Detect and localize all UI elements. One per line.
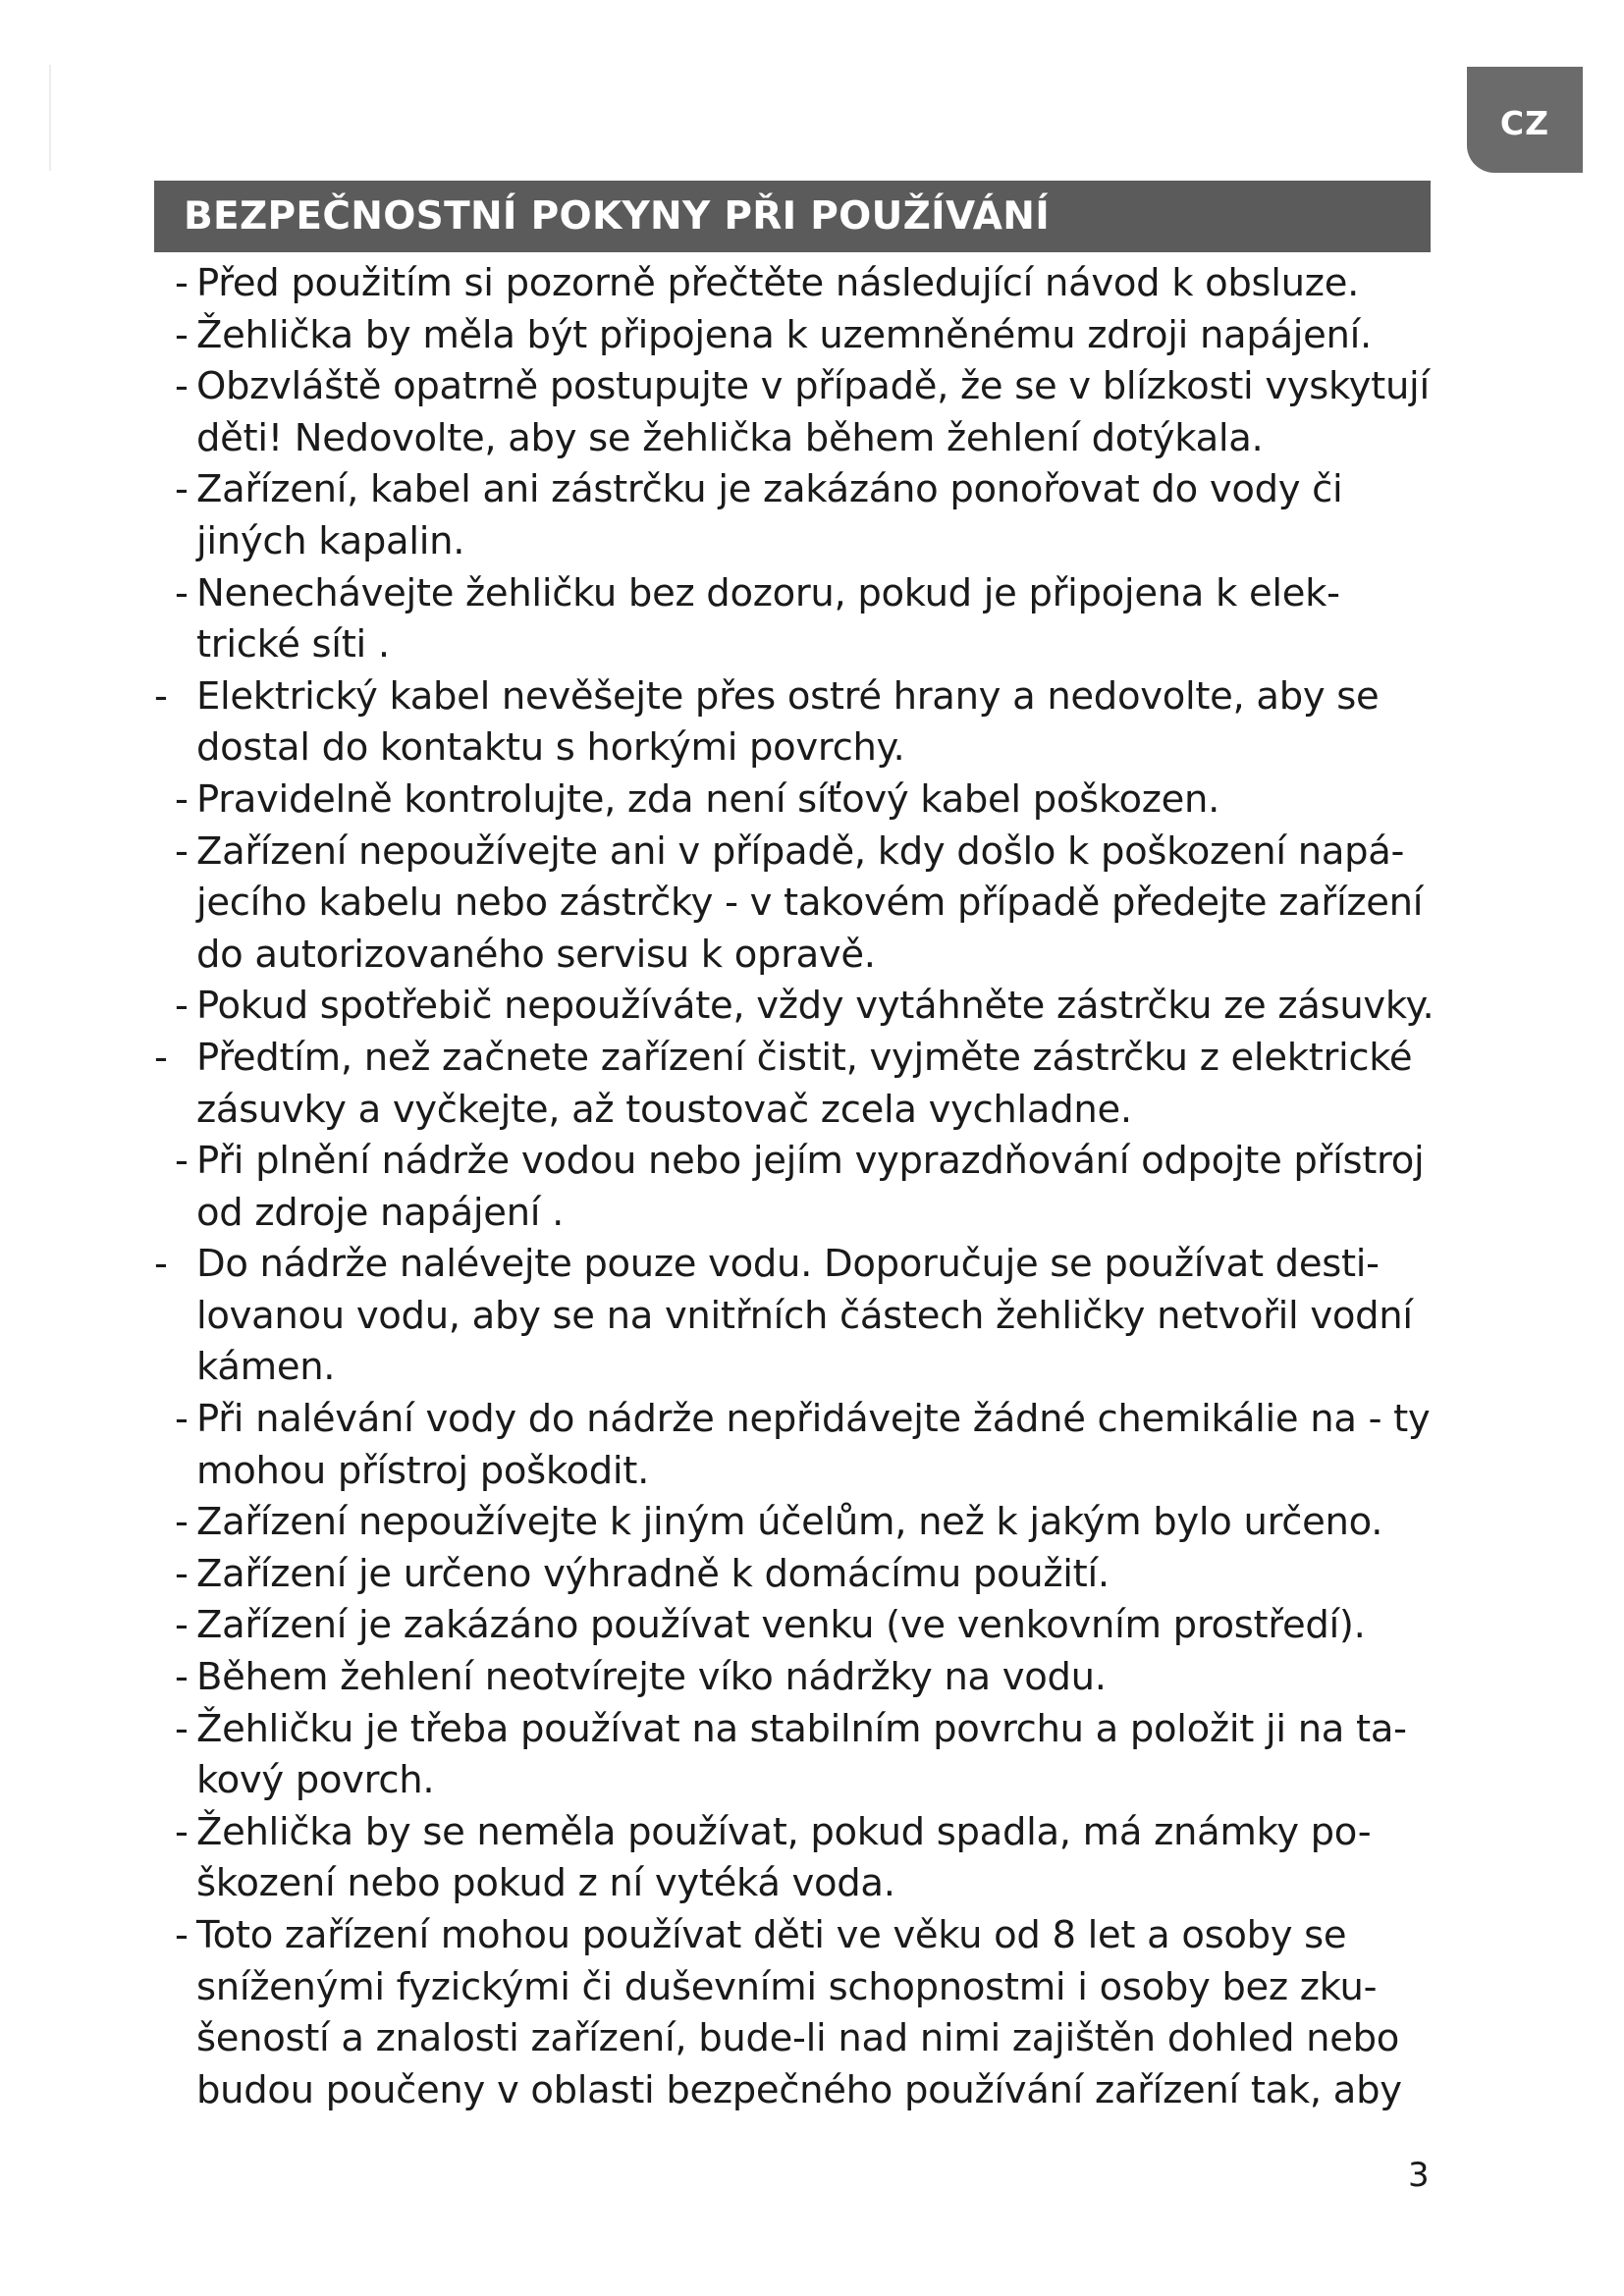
bullet-dash: - [175, 1397, 189, 1442]
rule-text-line: děti! Nedovolte, aby se žehlička během žehlení dotýkala. [196, 415, 1264, 460]
safety-rule [0, 1910, 1458, 2116]
rule-text-line: Žehličku je třeba používat na stabilním povrchu a položit ji na ta- [196, 1706, 1407, 1751]
safety-rule [0, 361, 1458, 464]
page-number: 3 [1408, 2156, 1430, 2195]
bullet-dash: - [175, 1706, 189, 1751]
rule-text-line: Zařízení je určeno výhradně k domácímu použití. [196, 1551, 1110, 1596]
safety-rule [0, 258, 1458, 310]
safety-rule [0, 1652, 1458, 1704]
bullet-dash: - [175, 828, 189, 874]
safety-rule [0, 1704, 1458, 1807]
safety-rules-list [0, 258, 1624, 2116]
safety-rule [0, 1394, 1458, 1497]
rule-text-line: Žehlička by měla být připojena k uzemněnému zdroji napájení. [196, 312, 1372, 357]
language-tab: CZ [1467, 67, 1583, 173]
rule-text-line: sníženými fyzickými či duševními schopnostmi i osoby bez zku- [196, 1964, 1378, 2009]
rule-text-line: Při nalévání vody do nádrže nepřidávejte žádné chemikálie na - ty [196, 1397, 1431, 1442]
rule-text-line: kámen. [196, 1345, 336, 1390]
safety-rule [0, 1239, 1458, 1394]
margin-rule [49, 65, 51, 171]
bullet-dash: - [175, 776, 189, 822]
rule-text-line: lovanou vodu, aby se na vnitřních částech žehličky netvořil vodní [196, 1293, 1413, 1338]
rule-text-line: jiných kapalin. [196, 518, 465, 563]
bullet-dash: - [175, 570, 189, 615]
safety-rule [0, 1033, 1458, 1136]
rule-text-line: šeností a znalosti zařízení, bude-li nad nimi zajištěn dohled nebo [196, 2016, 1400, 2061]
rule-text-line: Zařízení nepoužívejte k jiným účelům, než k jakým bylo určeno. [196, 1500, 1383, 1545]
rule-text-line: budou poučeny v oblasti bezpečného používání zařízení tak, aby [196, 2067, 1402, 2112]
rule-text-line: Do nádrže nalévejte pouze vodu. Doporučuje se používat desti- [196, 1242, 1380, 1287]
bullet-dash: - [175, 261, 189, 305]
rule-text-line: Zařízení, kabel ani zástrčku je zakázáno ponořovat do vody či [196, 467, 1343, 512]
rule-text-line: Před použitím si pozorně přečtěte následující návod k obsluze. [196, 261, 1360, 305]
rule-text-line: Předtím, než začnete zařízení čistit, vyjměte zástrčku z elektrické [196, 1035, 1413, 1080]
bullet-dash: - [175, 1655, 189, 1700]
bullet-dash: - [175, 1551, 189, 1596]
rule-text-line: Zařízení nepoužívejte ani v případě, kdy došlo k poškození napá- [196, 828, 1405, 874]
rule-text-line: Při plnění nádrže vodou nebo jejím vyprazdňování odpojte přístroj [196, 1139, 1425, 1184]
rule-text-line: do autorizovaného servisu k opravě. [196, 932, 876, 977]
safety-rule [0, 1600, 1458, 1652]
bullet-dash: - [175, 364, 189, 409]
bullet-dash: - [175, 1603, 189, 1648]
bullet-dash: - [154, 673, 168, 719]
rule-text-line: trické síti . [196, 622, 390, 667]
safety-rule [0, 1136, 1458, 1239]
rule-text-line: Pravidelně kontrolujte, zda není síťový kabel poškozen. [196, 776, 1220, 822]
rule-text-line: Žehlička by se neměla používat, pokud spadla, má známky po- [196, 1809, 1372, 1854]
safety-rule [0, 464, 1458, 567]
bullet-dash: - [175, 312, 189, 357]
bullet-dash: - [154, 1242, 168, 1287]
rule-text-line: Elektrický kabel nevěšejte přes ostré hrany a nedovolte, aby se [196, 673, 1380, 719]
safety-rule [0, 981, 1458, 1033]
rule-text-line: Zařízení je zakázáno používat venku (ve venkovním prostředí). [196, 1603, 1366, 1648]
rule-text-line: Nenechávejte žehličku bez dozoru, pokud je připojena k elek- [196, 570, 1340, 615]
bullet-dash: - [175, 1809, 189, 1854]
safety-rule [0, 1807, 1458, 1910]
rule-text-line: škození nebo pokud z ní vytéká voda. [196, 1861, 895, 1906]
rule-text-line: Pokud spotřebič nepoužíváte, vždy vytáhněte zástrčku ze zásuvky. [196, 984, 1435, 1029]
bullet-dash: - [175, 467, 189, 512]
rule-text-line: Obzvláště opatrně postupujte v případě, že se v blízkosti vyskytují [196, 364, 1430, 409]
safety-rule [0, 774, 1458, 827]
bullet-dash: - [175, 1913, 189, 1957]
rule-text-line: od zdroje napájení . [196, 1190, 565, 1235]
safety-rule [0, 671, 1458, 774]
bullet-dash: - [175, 1139, 189, 1184]
bullet-dash: - [175, 1500, 189, 1545]
rule-text-line: zásuvky a vyčkejte, až toustovač zcela vychladne. [196, 1087, 1132, 1132]
section-heading: BEZPEČNOSTNÍ POKYNY PŘI POUŽÍVÁNÍ [154, 181, 1431, 252]
safety-rule [0, 310, 1458, 362]
rule-text-line: mohou přístroj poškodit. [196, 1448, 650, 1493]
rule-text-line: kový povrch. [196, 1758, 435, 1803]
rule-text-line: Toto zařízení mohou používat děti ve věku od 8 let a osoby se [196, 1913, 1347, 1957]
safety-rule [0, 827, 1458, 982]
safety-rule [0, 1549, 1458, 1601]
safety-rule [0, 568, 1458, 671]
safety-rule [0, 1497, 1458, 1549]
bullet-dash: - [154, 1035, 168, 1080]
rule-text-line: Během žehlení neotvírejte víko nádržky na vodu. [196, 1655, 1107, 1700]
rule-text-line: jecího kabelu nebo zástrčky - v takovém případě předejte zařízení [196, 881, 1424, 926]
rule-text-line: dostal do kontaktu s horkými povrchy. [196, 725, 905, 771]
bullet-dash: - [175, 984, 189, 1029]
